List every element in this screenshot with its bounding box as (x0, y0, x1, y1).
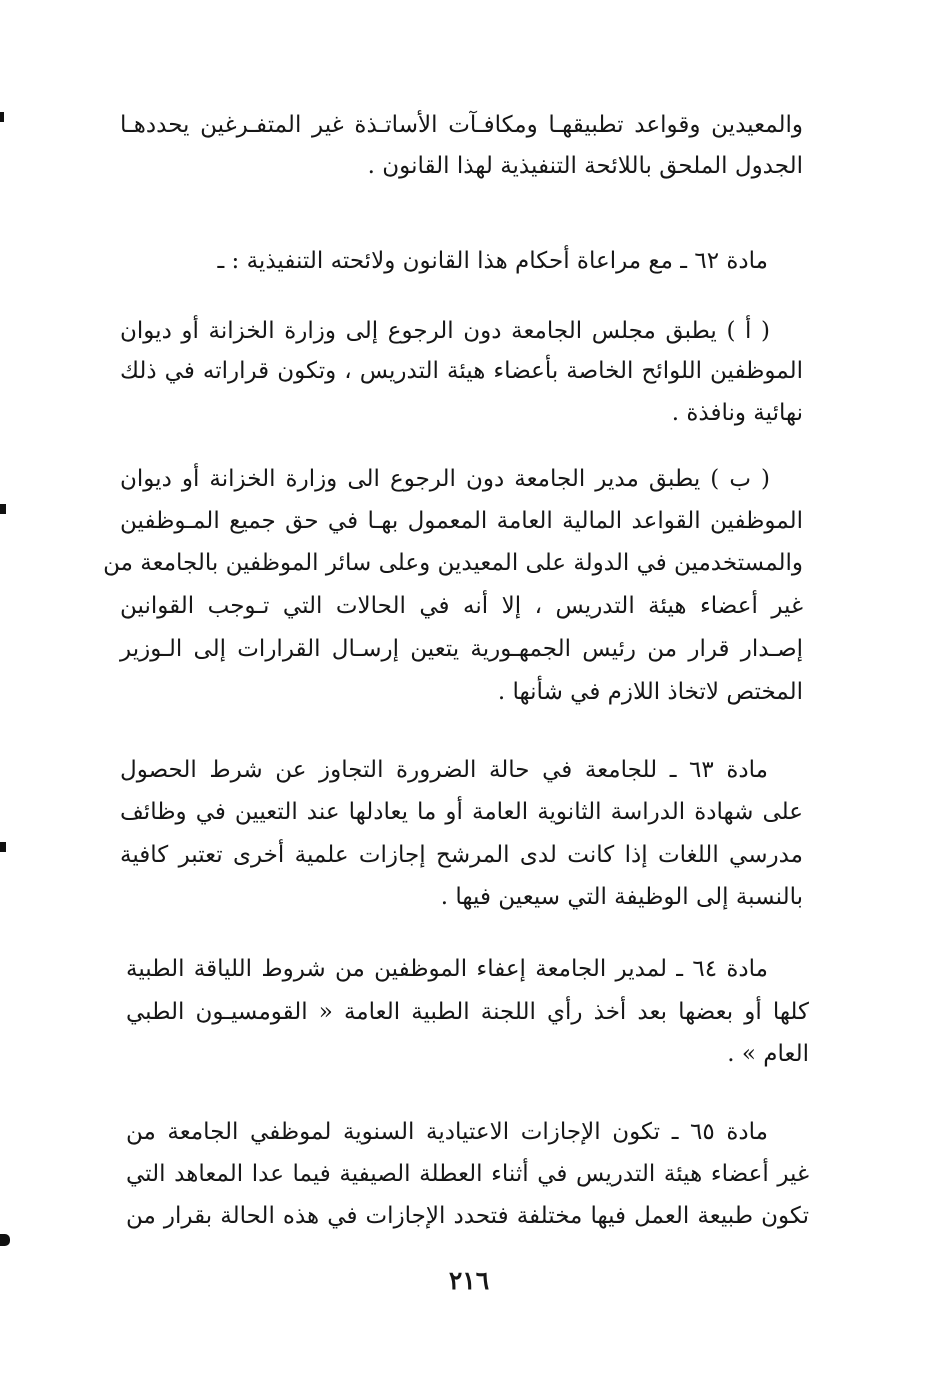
text-line: الموظفين القواعد المالية العامة المعمول بهـا في حق جميع المـوظفين (120, 508, 803, 534)
text-line: تكون طبيعة العمل فيها مختلفة فتحدد الإجازات في هذه الحالة بقرار من (126, 1203, 809, 1229)
text-line: غير أعضاء هيئة التدريس في أثناء العطلة الصيفية فيما عدا المعاهد التي (126, 1161, 809, 1187)
text-line: على شهادة الدراسة الثانوية العامة أو ما يعادلها عند التعيين في وظائف (120, 799, 803, 825)
text-line: العام » . (727, 1041, 809, 1067)
text-line: بالنسبة إلى الوظيفة التي سيعين فيها . (440, 884, 803, 910)
page-number: ٢١٦ (448, 1266, 490, 1295)
scan-mark (0, 1234, 10, 1246)
scan-mark (0, 504, 6, 514)
article-heading: مادة ٦٣ ـ للجامعة في حالة الضرورة التجاوز عن شرط الحصول (120, 757, 768, 783)
article-heading: مادة ٦٤ ـ لمدير الجامعة إعفاء الموظفين من شروط اللياقة الطبية (126, 956, 768, 982)
scan-mark (0, 842, 6, 852)
text-line: كلها أو بعضها بعد أخذ رأي اللجنة الطبية العامة « القومسيـون الطبي (126, 999, 809, 1025)
text-line: الجدول الملحق باللائحة التنفيذية لهذا القانون . (367, 153, 803, 179)
text-line: المختص لاتخاذ اللازم في شأنها . (497, 679, 803, 705)
text-line: إصـدار قرار من رئيس الجمهـورية يتعين إرسـال القرارات إلى الـوزير (120, 636, 803, 662)
text-line: نهائية ونافذة . (671, 400, 803, 426)
text-line: والمستخدمين في الدولة على المعيدين وعلى سائر الموظفين بالجامعة من (103, 550, 803, 576)
text-line: غير أعضاء هيئة التدريس ، إلا أنه في الحالات التي تـوجب القوانين (120, 593, 803, 619)
scan-mark (0, 112, 4, 122)
text-line: ( ب ) يطبق مدير الجامعة دون الرجوع الى وزارة الخزانة أو ديوان (120, 466, 770, 492)
text-line: مدرسي اللغات إذا كانت لدى المرشح إجازات علمية أخرى تعتبر كافية (120, 842, 803, 868)
text-line: والمعيدين وقواعد تطبيقهـا ومكافـآت الأساتـذة غير المتفـرغين يحددهـا (120, 112, 803, 138)
article-heading: مادة ٦٥ ـ تكون الإجازات الاعتيادية السنوية لموظفي الجامعة من (126, 1119, 768, 1145)
text-line: ( أ ) يطبق مجلس الجامعة دون الرجوع إلى وزارة الخزانة أو ديوان (120, 318, 770, 344)
article-heading: مادة ٦٢ ـ مع مراعاة أحكام هذا القانون ولائحته التنفيذية : ـ (217, 248, 768, 274)
text-line: الموظفين اللوائح الخاصة بأعضاء هيئة التدريس ، وتكون قراراته في ذلك (120, 358, 803, 384)
